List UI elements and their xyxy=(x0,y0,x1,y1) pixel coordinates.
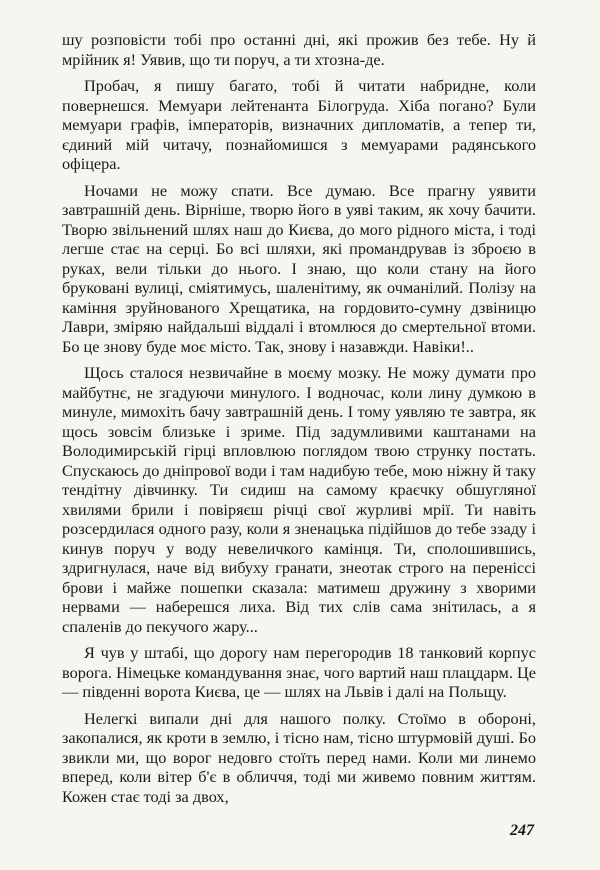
page-number: 247 xyxy=(510,822,534,839)
paragraph-6: Нелегкі випали дні для нашого полку. Стоїмо в обороні, закопалися, як кроти в землю, і тісно нам, тісно штурмовій душі. Бо звикли ми, що ворог недовго стоїть перед нами. Коли ми линемо вперед, коли вітер б'є в обличчя, тоді ми живемо повним життям. Кожен стає тоді за двох, xyxy=(62,708,536,806)
paragraph-2: Пробач, я пишу багато, тобі й читати набридне, коли повернешся. Мемуари лейтенанта Білогруда. Хіба погано? Були мемуари графів, імператорів, визначних дипломатів, а тепер ти, єдиний мій читачу, познайомишся з мемуарами радянського офіцера. xyxy=(62,76,536,173)
page-text xyxy=(62,30,536,806)
paragraph-1: шу розповісти тобі про останні дні, які прожив без тебе. Ну й мрійник я! Уявив, що ти поруч, а ти хтозна-де. xyxy=(62,30,536,69)
paragraph-4: Щось сталося незвичайне в моєму мозку. Не можу думати про майбутнє, не згадуючи минулого. І водночас, коли лину думкою в минуле, мимохіть бачу завтрашній день. І тому уявляю те завтра, як щось зовсім близьке і зриме. Під задумливими каштанами на Володимирській гірці впловлюю поглядом твою струнку постать. Спускаюсь до дніпрової води і там надибую тебе, мою ніжну й таку тендітну дівчинку. Ти сидиш на самому краєчку обшугляної хвилями брили і повіряєш річці свої журливі мрії. Ти навіть розсердилася одного разу, коли я зненацька підійшов до тебе ззаду і кинув поруч у воду невеличкого камінця. Ти, сполошившись, здригнулася, наче від вибуху гранати, знеотак строго на переніссі брови і майже пошепки сказала: матимеш дружину з хворими нервами — наберешся лиха. Від тих слів сама знітилась, а я спаленів до пекучого жару... xyxy=(62,363,536,636)
paragraph-5: Я чув у штабі, що дорогу нам перегородив 18 танковий корпус ворога. Німецьке командування знає, чого вартий наш плацдарм. Це — південні ворота Києва, це — шлях на Львів і далі на Польщу. xyxy=(62,643,536,701)
paragraph-3: Ночами не можу спати. Все думаю. Все прагну уявити завтрашній день. Вірніше, творю його в уяві таким, як хочу бачити. Творю звільнений шлях наш до Києва, до мого рідного міста, і тоді легше стає на серці. Бо всі шляхи, які промандрував із зброєю в руках, вели тільки до нього. І знаю, що коли стану на його бруковані вулиці, сміятимусь, шаленітиму, як очманілий. Полізу на каміння зруйнованого Хрещатика, на гордовито-сумну дзвіницю Лаври, зміряю найдальші віддалі і втомлюся до смертельної втоми. Бо це знову буде моє місто. Так, знову і назавжди. Навіки!.. xyxy=(62,180,536,356)
